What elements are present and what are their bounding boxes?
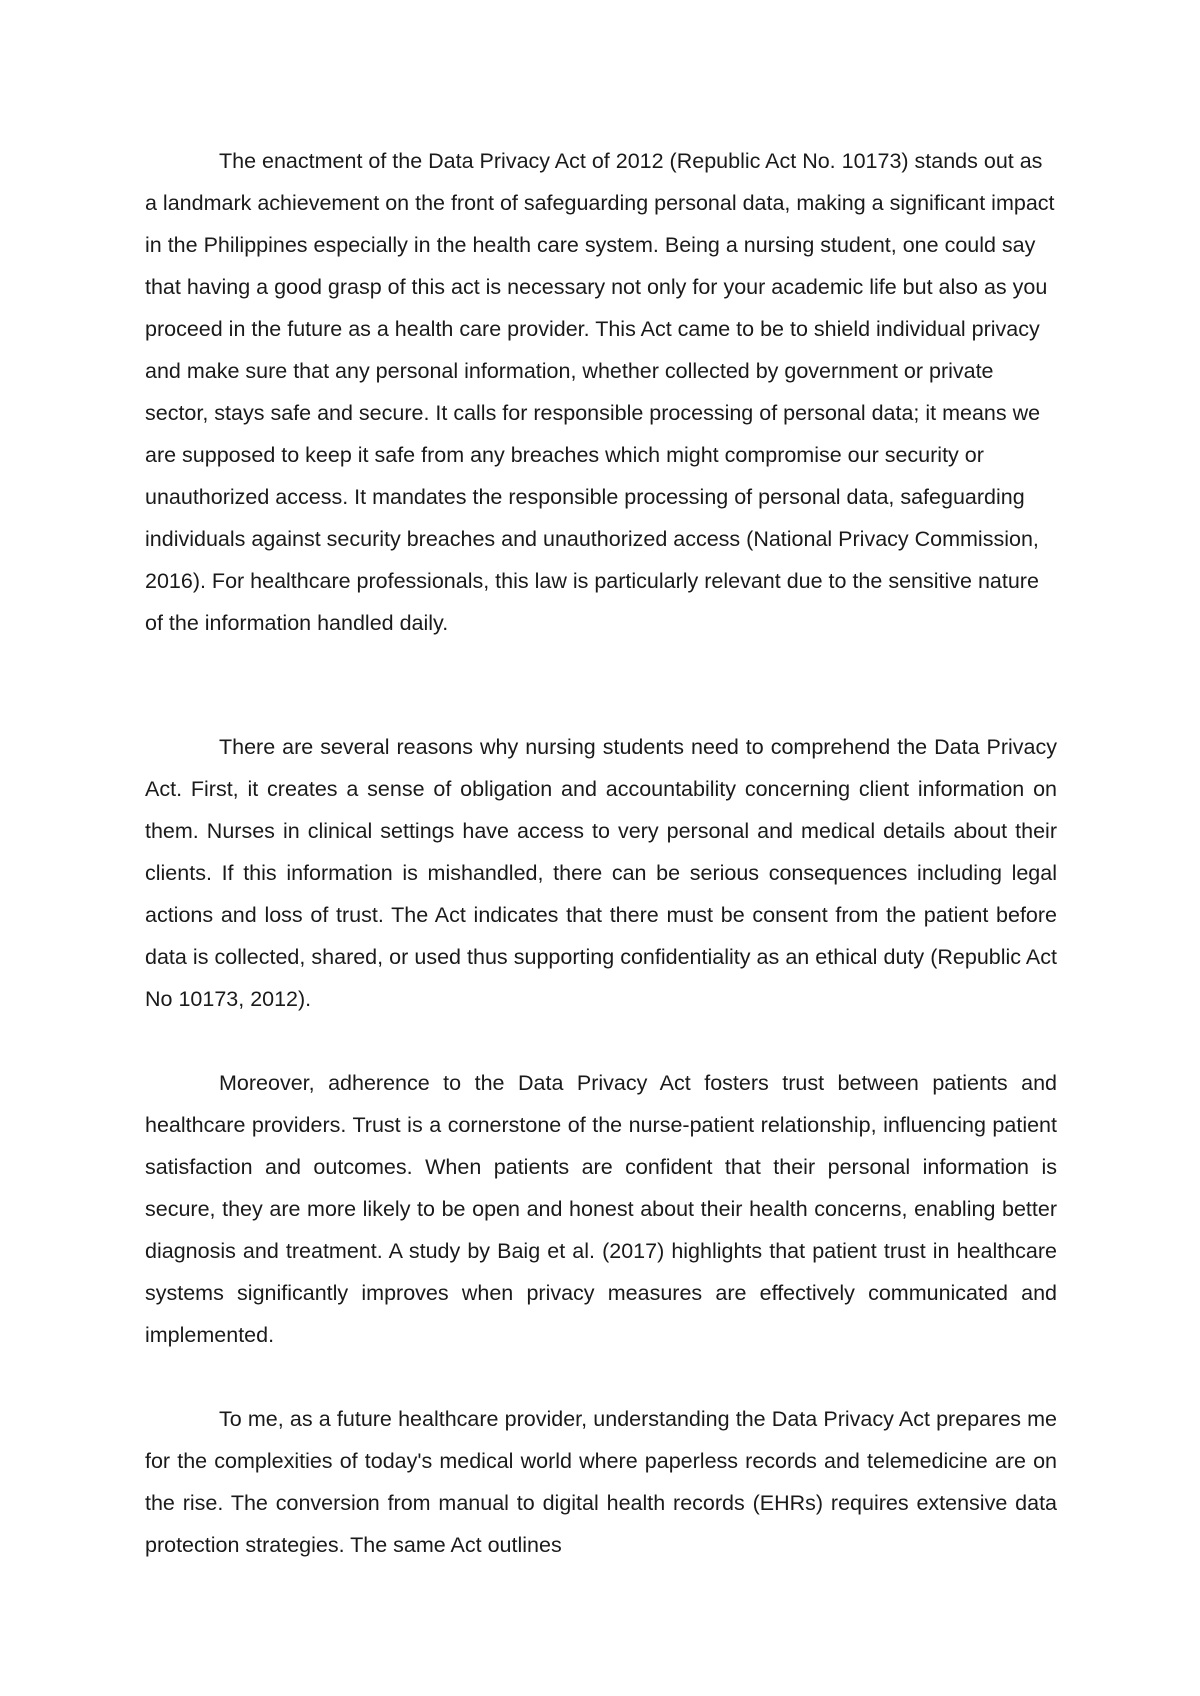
- paragraph-trust-patients-providers: Moreover, adherence to the Data Privacy Act fosters trust between patients and healthcare providers. Trust is a cornerstone of the nurse-patient relationship, influencing patient satisfaction and outcomes. When patients are confident that their personal information is secure, they are more likely to be open and honest about their health concerns, enabling better diagnosis and treatment. A study by Baig et al. (2017) highlights that patient trust in healthcare systems significantly improves when privacy measures are effectively communicated and implemented.: [145, 1071, 1057, 1347]
- paragraph-data-privacy-act-intro: The enactment of the Data Privacy Act of 2012 (Republic Act No. 10173) stands out as a landmark achievement on the front of safeguarding personal data, making a significant impact in the Philippines especially in the health care system. Being a nursing student, one could say that having a good grasp of this act is necessary not only for your academic life but also as you proceed in the future as a health care provider. This Act came to be to shield individual privacy and make sure that any personal information, whether collected by government or private sector, stays safe and secure. It calls for responsible processing of personal data; it means we are supposed to keep it safe from any breaches which might compromise our security or unauthorized access. It mandates the responsible processing of personal data, safeguarding individuals against security breaches and unauthorized access (National Privacy Commission, 2016). For healthcare professionals, this law is particularly relevant due to the sensitive nature of the information handled daily.: [145, 149, 1055, 635]
- paragraph-reasons-nursing-students: There are several reasons why nursing students need to comprehend the Data Privacy Act. First, it creates a sense of obligation and accountability concerning client information on them. Nurses in clinical settings have access to very personal and medical details about their clients. If this information is mishandled, there can be serious consequences including legal actions and loss of trust. The Act indicates that there must be consent from the patient before data is collected, shared, or used thus supporting confidentiality as an ethical duty (Republic Act No 10173, 2012).: [145, 735, 1057, 1011]
- paragraph-future-healthcare-provider: To me, as a future healthcare provider, understanding the Data Privacy Act prepares me for the complexities of today's medical world where paperless records and telemedicine are on the rise. The conversion from manual to digital health records (EHRs) requires extensive data protection strategies. The same Act outlines: [145, 1407, 1057, 1557]
